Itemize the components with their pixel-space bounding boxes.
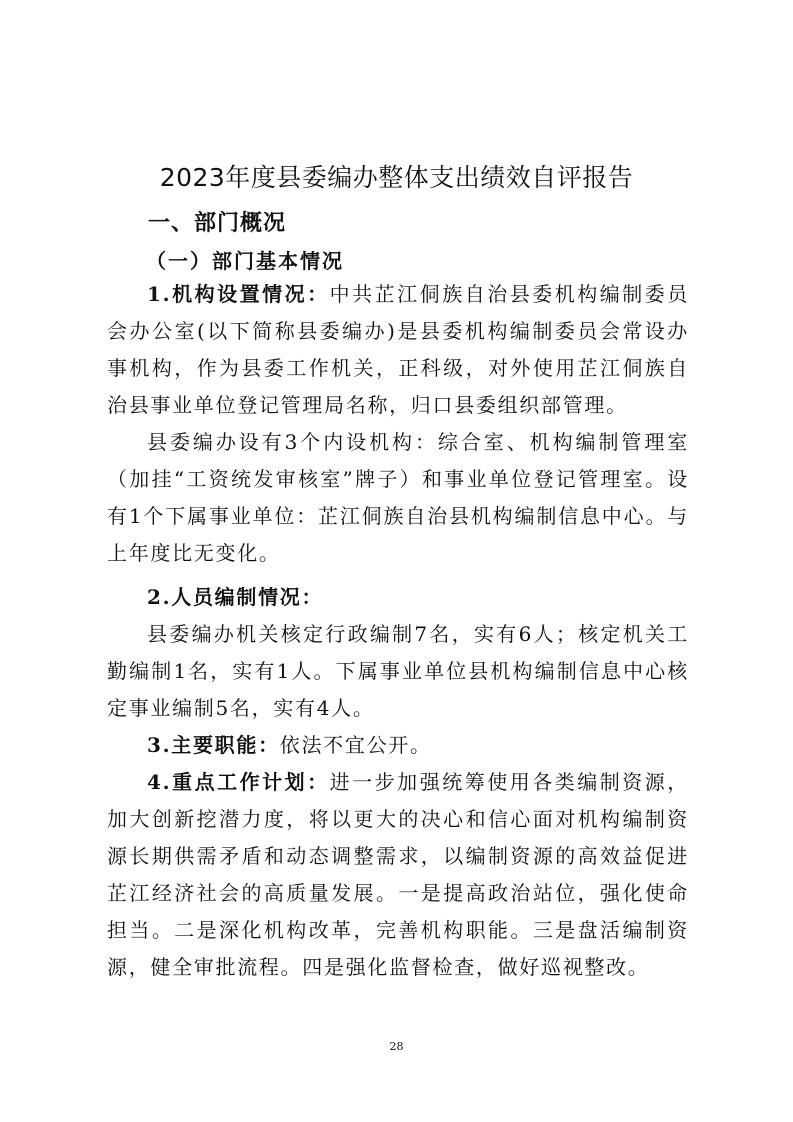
paragraph-staffing: 县委编办机关核定行政编制7名，实有6人；核定机关工勤编制1名，实有1人。下属事业单位县机构编制信息中心核定事业编制5名，实有4人。 <box>107 622 689 720</box>
text-work-plan: 进一步加强统筹使用各类编制资源，加大创新挖潜力度，将以更大的决心和信心面对机构编制资源长期供需矛盾和动态调整需求，以编制资源的高效益促进芷江经济社会的高质量发展。一是提高政治站位，强化使命担当。二是深化机构改革，完善机构职能。三是盘活编制资源，健全审批流程。四是强化监督检查，做好巡视整改。 <box>107 770 689 979</box>
paragraph-work-plan <box>107 764 689 986</box>
paragraph-org-setup <box>107 276 689 424</box>
paragraph-internal-units: 县委编办设有3个内设机构：综合室、机构编制管理室（加挂“工资统发审核室”牌子）和事业单位登记管理室。设有1个下属事业单位：芷江侗族自治县机构编制信息中心。与上年度比无变化。 <box>107 430 689 565</box>
label-org-setup: 1.机构设置情况： <box>147 282 330 306</box>
section-heading-overview: 一、部门概况 <box>148 211 287 236</box>
paragraph-main-functions <box>107 727 689 764</box>
page-number: 28 <box>389 1040 404 1053</box>
text-main-functions: 依法不宜公开。 <box>279 733 432 757</box>
label-work-plan: 4.重点工作计划： <box>147 770 330 794</box>
subsection-heading-basic-info: （一）部门基本情况 <box>146 249 344 273</box>
report-title: 2023年度县委编办整体支出绩效自评报告 <box>159 163 634 192</box>
text-org-setup: 中共芷江侗族自治县委机构编制委员会办公室(以下简称县委编办)是县委机构编制委员会常设办事机构，作为县委工作机关，正科级，对外使用芷江侗族自治县事业单位登记管理局名称，归口县委组织部管理。 <box>107 282 689 417</box>
label-staffing: 2.人员编制情况： <box>147 585 324 609</box>
paragraph-staffing-heading <box>107 579 689 616</box>
label-main-functions: 3.主要职能： <box>147 733 280 757</box>
